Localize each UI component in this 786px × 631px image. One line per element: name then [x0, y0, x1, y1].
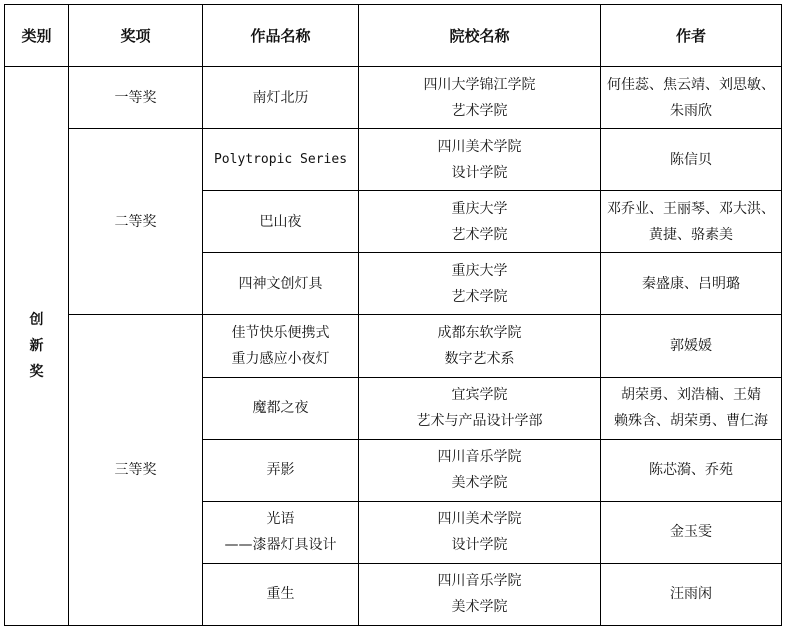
school-name: 四川音乐学院 美术学院	[359, 563, 601, 625]
authors: 胡荣勇、刘浩楠、王婧 赖殊含、胡荣勇、曹仁海	[601, 377, 782, 439]
authors: 汪雨闲	[601, 563, 782, 625]
header-row	[5, 5, 782, 67]
work-name: 佳节快乐便携式 重力感应小夜灯	[203, 315, 359, 377]
header-work: 作品名称	[203, 5, 359, 67]
work-name: 重生	[203, 563, 359, 625]
table-row	[5, 67, 782, 129]
school-name: 重庆大学 艺术学院	[359, 191, 601, 253]
category-char: 奖	[29, 364, 44, 380]
category-char: 创	[29, 312, 44, 328]
header-authors: 作者	[601, 5, 782, 67]
authors: 邓乔业、王丽琴、邓大洪、 黄捷、骆素美	[601, 191, 782, 253]
work-name: 光语 ——漆器灯具设计	[203, 501, 359, 563]
work-name: 南灯北历	[203, 67, 359, 129]
authors: 郭媛媛	[601, 315, 782, 377]
header-award: 奖项	[69, 5, 203, 67]
award-third: 三等奖	[69, 315, 203, 626]
school-name: 宜宾学院 艺术与产品设计学部	[359, 377, 601, 439]
table-row	[5, 315, 782, 377]
award-second: 二等奖	[69, 129, 203, 315]
award-table	[4, 4, 782, 626]
authors: 秦盛康、吕明璐	[601, 253, 782, 315]
school-name: 成都东软学院 数字艺术系	[359, 315, 601, 377]
category-cell	[5, 67, 69, 626]
header-school: 院校名称	[359, 5, 601, 67]
school-name: 四川大学锦江学院 艺术学院	[359, 67, 601, 129]
work-name: 巴山夜	[203, 191, 359, 253]
work-name: Polytropic Series	[203, 129, 359, 191]
school-name: 四川美术学院 设计学院	[359, 129, 601, 191]
work-name: 魔都之夜	[203, 377, 359, 439]
work-name: 弄影	[203, 439, 359, 501]
category-char: 新	[29, 338, 44, 354]
authors: 金玉雯	[601, 501, 782, 563]
school-name: 重庆大学 艺术学院	[359, 253, 601, 315]
school-name: 四川美术学院 设计学院	[359, 501, 601, 563]
authors: 何佳蕊、焦云靖、刘思敏、 朱雨欣	[601, 67, 782, 129]
authors: 陈芯漪、乔苑	[601, 439, 782, 501]
award-first: 一等奖	[69, 67, 203, 129]
header-category: 类别	[5, 5, 69, 67]
work-name: 四神文创灯具	[203, 253, 359, 315]
authors: 陈信贝	[601, 129, 782, 191]
school-name: 四川音乐学院 美术学院	[359, 439, 601, 501]
table-row	[5, 129, 782, 191]
